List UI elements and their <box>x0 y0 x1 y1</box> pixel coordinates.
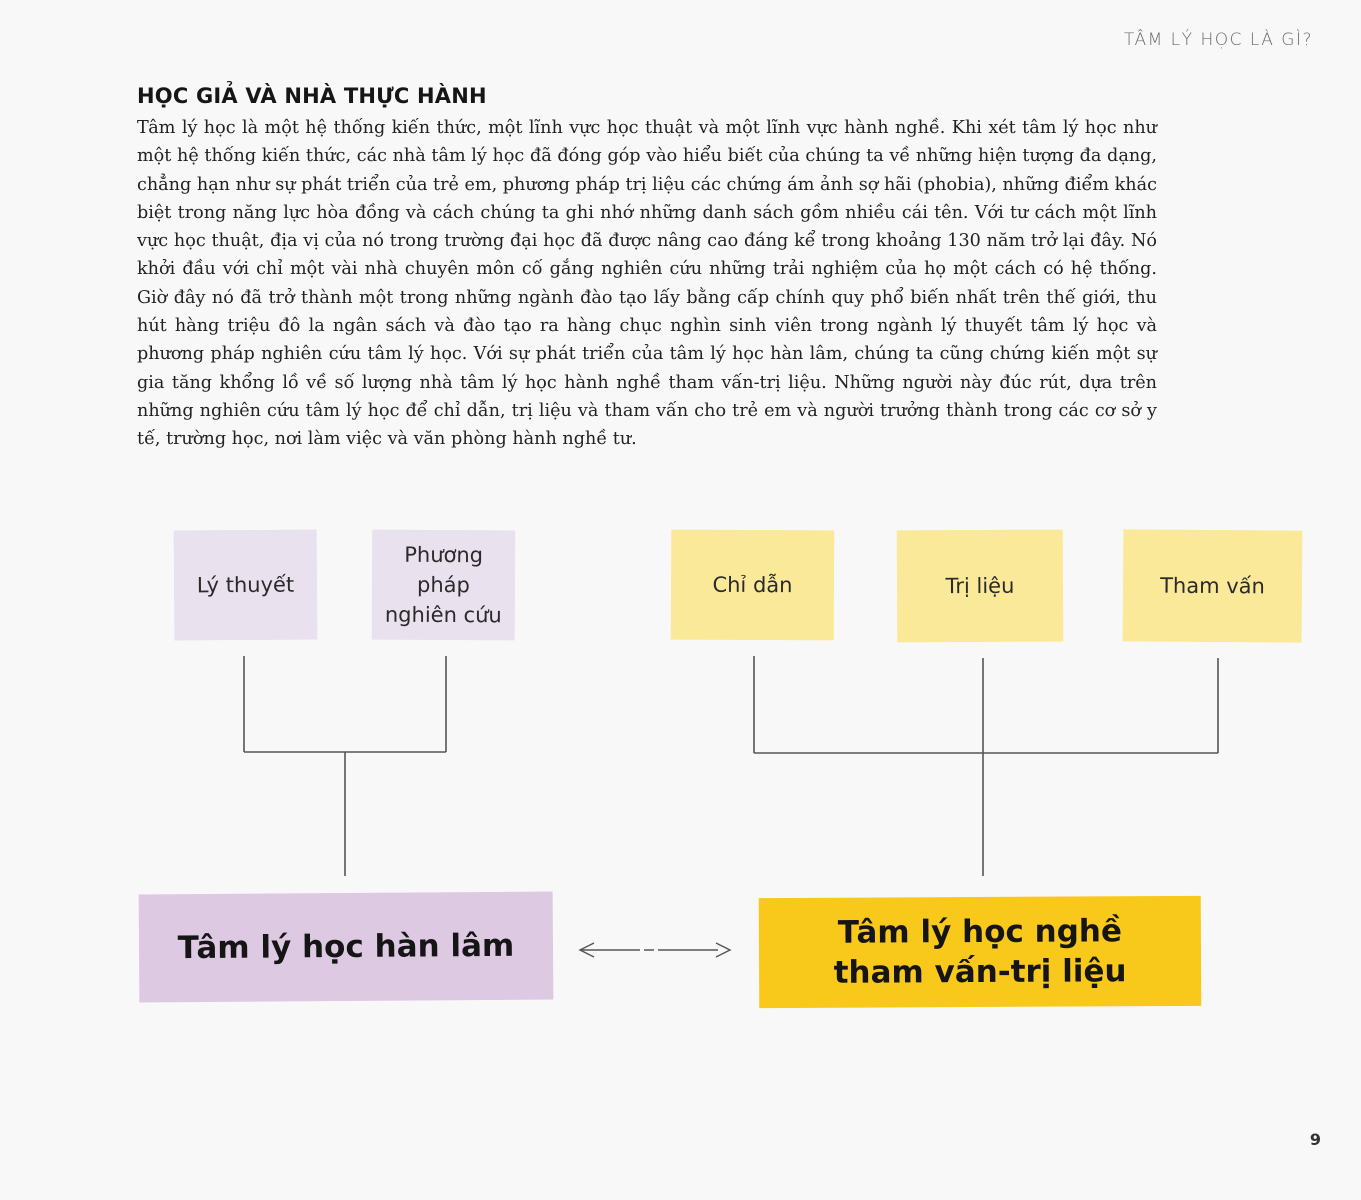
box-label: Tâm lý học hàn lâm <box>177 927 515 967</box>
box-label: Tâm lý học nghề tham vấn-trị liệu <box>833 913 1127 991</box>
box-tham-van <box>1123 529 1303 642</box>
box-ly-thuyet <box>174 530 318 641</box>
running-header: TÂM LÝ HỌC LÀ GÌ? <box>1123 30 1313 50</box>
box-tam-ly-hoc-nghe-tham-van-tri-lieu <box>759 896 1202 1008</box>
box-label: Trị liệu <box>945 573 1015 599</box>
box-label: Tham vấn <box>1160 573 1265 599</box>
box-label: Lý thuyết <box>196 572 295 598</box>
box-label: Phương pháp nghiên cứu <box>384 542 502 628</box>
box-label: Chỉ dẫn <box>712 572 793 598</box>
body-paragraph: Tâm lý học là một hệ thống kiến thức, một lĩnh vực học thuật và một lĩnh vực hành nghề. Khi xét tâm lý học như một hệ thống kiến thức, các nhà tâm lý học đã đóng góp vào hiểu biết của chúng ta về những hiện tượng đa dạng, chẳng hạn như sự phát triển của trẻ em, phương pháp trị liệu các chứng ám ảnh sợ hãi (phobia), những điểm khác biệt trong năng lực hòa đồng và cách chúng ta ghi nhớ những danh sách gồm nhiều cái tên. Với tư cách một lĩnh vực học thuật, địa vị của nó trong trường đại học đã được nâng cao đáng kể trong khoảng 130 năm trở lại đây. Nó khởi đầu với chỉ một vài nhà chuyên môn cố gắng nghiên cứu những trải nghiệm của họ một cách có hệ thống. Giờ đây nó đã trở thành một trong những ngành đào tạo lấy bằng cấp chính quy phổ biến nhất trên thế giới, thu hút hàng triệu đô la ngân sách và đào tạo ra hàng chục nghìn sinh viên trong ngành lý thuyết tâm lý học và phương pháp nghiên cứu tâm lý học. Với sự phát triển của tâm lý học hàn lâm, chúng ta cũng chứng kiến một sự gia tăng khổng lồ về số lượng nhà tâm lý học hành nghề tham vấn-trị liệu. Những người này đúc rút, dựa trên những nghiên cứu tâm lý học để chỉ dẫn, trị liệu và tham vấn cho trẻ em và người trưởng thành trong các cơ sở y tế, trường học, nơi làm việc và văn phòng hành nghề tư. <box>137 118 1157 450</box>
box-tam-ly-hoc-han-lam <box>139 892 554 1003</box>
page-number: 9 <box>1309 1130 1321 1149</box>
section-heading: HỌC GIẢ VÀ NHÀ THỰC HÀNH <box>137 84 487 108</box>
box-chi-dan <box>671 530 835 641</box>
box-phuong-phap-nghien-cuu <box>372 530 516 641</box>
double-arrow-icon <box>580 943 730 957</box>
box-tri-lieu <box>897 530 1064 643</box>
